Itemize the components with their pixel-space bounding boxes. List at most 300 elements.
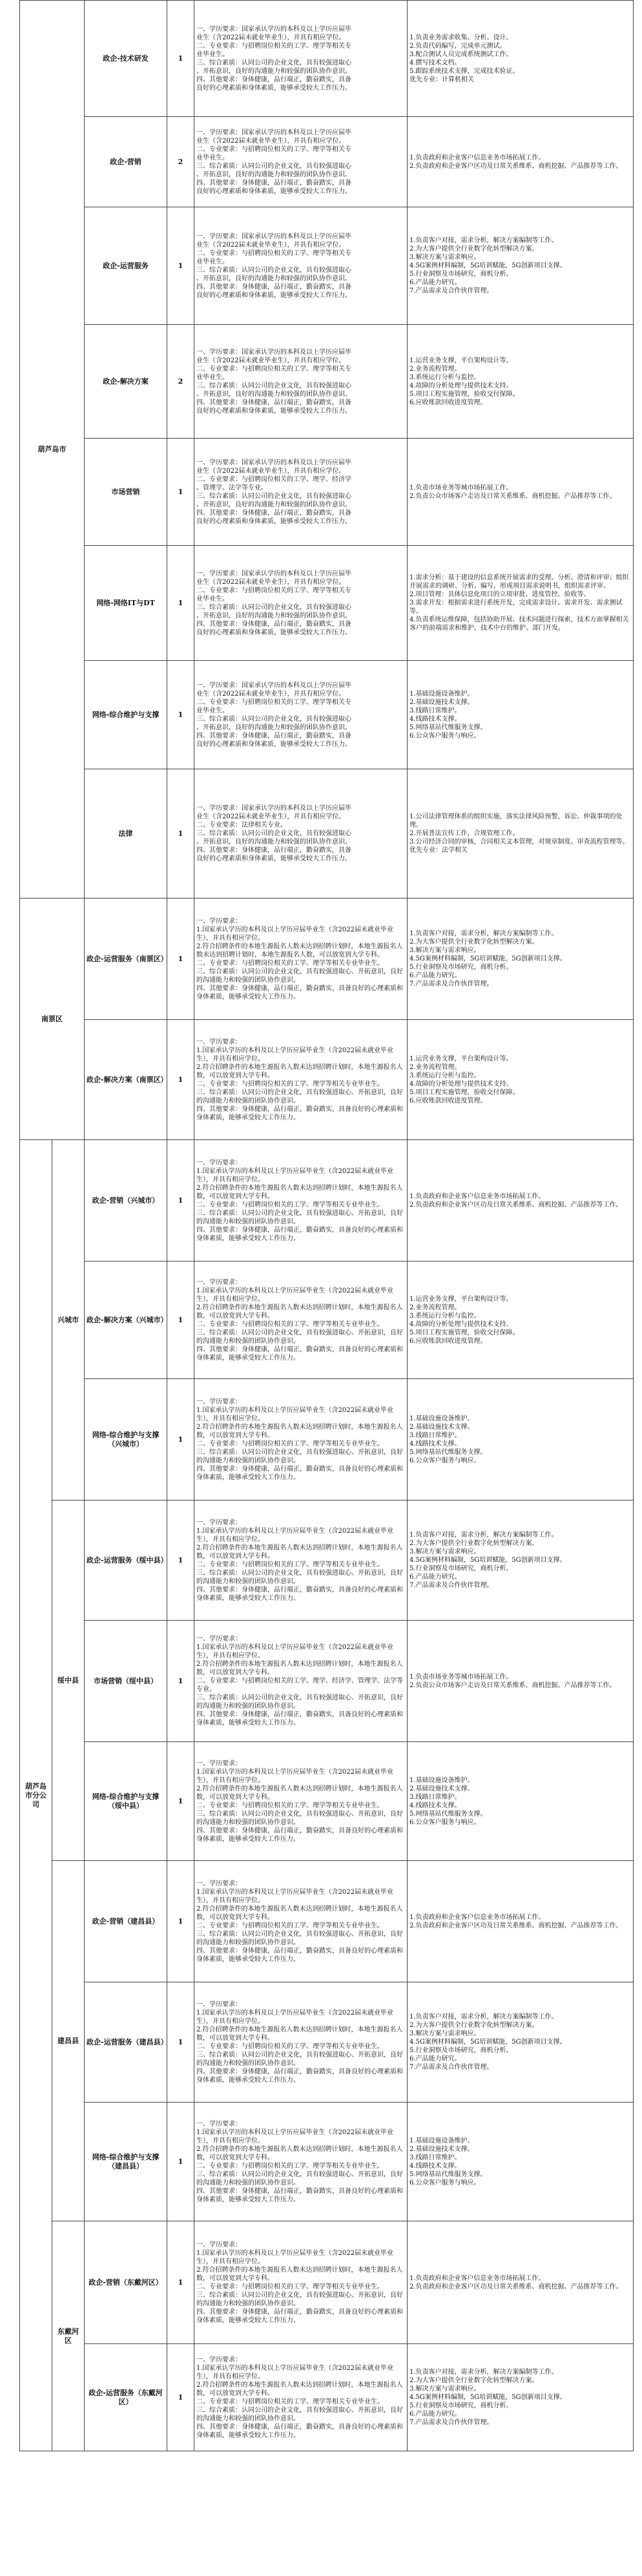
text-line: 2.负责政府和企业客户区功及日常关系维系、商机挖掘、产品推荐等工作。 bbox=[409, 1201, 623, 1209]
text-line: 5.跟踪系统技术支撑，完成技术验证。 bbox=[409, 67, 519, 75]
table-row bbox=[20, 2221, 634, 2344]
text-line: 1.基础设施设备维护。 bbox=[409, 2137, 474, 2145]
text-line: 二、专业要求：与招聘岗位相关的工学、理学等相关专业毕业生。 bbox=[196, 1320, 384, 1328]
text-line: 良好的心理素质和身体素质，能够承受较大工作压力。 bbox=[196, 291, 351, 299]
table-row bbox=[20, 1262, 634, 1379]
headcount-cell: 1 bbox=[167, 769, 194, 898]
text-line: 、开拓意识，良好的沟通能力和较强的团队协作意识。 bbox=[196, 171, 351, 178]
text-line: 三、综合素质：认同公司的企业文化，具有较强进取心 bbox=[196, 492, 351, 500]
text-line: 5.行业洞察及市场研究，商机分析。 bbox=[409, 271, 513, 278]
requirements-cell bbox=[194, 2103, 408, 2221]
text-line: 3.线路日常维护。 bbox=[409, 1793, 461, 1801]
text-line: 3.解决方案与需求响应。 bbox=[409, 254, 481, 261]
text-line: 一、学历要求： bbox=[196, 917, 242, 925]
text-line: 3.系统运行分析与监控。 bbox=[409, 1072, 481, 1079]
text-line: 三、综合素质：认同公司的企业文化，具有较强进取心、开拓意识，良好的沟通能力和较强的团队协作意识。 bbox=[196, 1448, 403, 1464]
position-cell: 网络-综合维护与支撑（建昌县） bbox=[85, 2103, 167, 2221]
text-line: 一、学历要求： bbox=[196, 2000, 242, 2008]
position-cell: 政企-运营服务 bbox=[85, 207, 167, 325]
text-line: 四、其他要求：身体健康，品行端正，勤奋踏实，具备良好的心理素质和身体素质，能够承受较大工作压力。 bbox=[196, 1586, 403, 1602]
position-cell: 网络-综合维护与支撑（兴城市） bbox=[85, 1379, 167, 1501]
text-line: 三、综合素质：认同公司的企业文化，具有较强进取心、开拓意识，良好的沟通能力和较强的团队协作意识。 bbox=[196, 1930, 403, 1946]
text-line: 2.为大客户提供全行业数字化转型解决方案。 bbox=[409, 2022, 539, 2029]
text-line: 7.产品需求及合作伙伴管理。 bbox=[409, 981, 493, 988]
text-line: 1.负责市场业务等城市场拓展工作。 bbox=[409, 1673, 513, 1681]
text-line: 2.为大客户提供全行业数字化转型解决方案。 bbox=[409, 2377, 539, 2384]
text-line: 四、其他要求：身体健康，品行端正，勤奋踏实，具备 bbox=[196, 509, 351, 517]
text-line: 一、学历要求： bbox=[196, 2120, 242, 2128]
text-line: 1.负责政府和企业客户信息业务市场拓展工作。 bbox=[409, 1192, 545, 1200]
text-line: 一、学历要求：国家承认学历的本科及以上学历应届毕 bbox=[196, 805, 351, 812]
duties-cell bbox=[408, 898, 634, 1020]
text-line: 二、专业要求：与招聘岗位相关的工学、理学等相关专 bbox=[196, 365, 351, 373]
text-line: 5.行业洞察及市场研究，商机分析。 bbox=[409, 2402, 513, 2409]
text-line: 一、学历要求： bbox=[196, 1760, 242, 1767]
org-label: 绥中县 bbox=[57, 1676, 79, 1685]
requirements-cell bbox=[194, 898, 408, 1020]
text-line: 、开拓意识，良好的沟通能力和较强的团队协作意识。 bbox=[196, 390, 351, 398]
text-line: 三、综合素质：认同公司的企业文化，具有较强进取心、开拓意识，良好的沟通能力和较强的团队协作意识。 bbox=[196, 2170, 403, 2186]
text-line: 、开拓意识，良好的沟通能力和较强的团队协作意识。 bbox=[196, 723, 351, 731]
text-line: 一、学历要求： bbox=[196, 1278, 242, 1286]
headcount-cell: 1 bbox=[167, 207, 194, 325]
text-line: 1.国家承认学历的本科及以上学历应届毕业生（含2022届未就业毕业生），并具有相应学位。 bbox=[196, 2249, 393, 2265]
text-line: 6.产品能力研究。 bbox=[409, 2411, 461, 2418]
table-row bbox=[20, 1379, 634, 1501]
text-line: 1.负责客户对接，需求分析，解决方案编制等工作。 bbox=[409, 930, 558, 937]
text-line: 1.运营业务支撑，平台架构设计等。 bbox=[409, 357, 513, 364]
text-line: 3.解决方案与需求响应。 bbox=[409, 2385, 481, 2393]
text-line: 5.网络基站代维服务支撑。 bbox=[409, 1448, 487, 1456]
text-line: 四、其他要求：身体健康，品行端正，勤奋踏实，具备 bbox=[196, 732, 351, 740]
text-line: 四、其他要求：身体健康，品行端正，勤奋踏实，具备良好的心理素质和身体素质，能够承受较大工作压力。 bbox=[196, 1827, 403, 1843]
text-line: 四、其他要求：身体健康，品行端正，勤奋踏实，具备 bbox=[196, 179, 351, 187]
text-line: 三、综合素质：认同公司的企业文化，具有较强进取心、开拓意识，良好的沟通能力和较强的团队协作意识。 bbox=[196, 1088, 403, 1105]
position-cell: 政企-解决方案（兴城市） bbox=[85, 1262, 167, 1379]
org-cell bbox=[52, 2221, 85, 2451]
text-line: 1.国家承认学历的本科及以上学历应届毕业生（含2022届未就业毕业生），并具有相应学位。 bbox=[196, 1644, 393, 1659]
requirements-cell bbox=[194, 207, 408, 325]
table-row bbox=[20, 769, 634, 898]
duties-cell bbox=[408, 2221, 634, 2344]
text-line: 6.应收账款回收进度管理。 bbox=[409, 399, 487, 406]
org-cell bbox=[20, 1140, 52, 2451]
position-cell: 政企-营销（建昌县） bbox=[85, 1861, 167, 1982]
recruitment-table-body bbox=[20, 1, 634, 2451]
duties-cell bbox=[408, 1262, 634, 1379]
duties-cell bbox=[408, 439, 634, 546]
text-line: 2.符合招聘条件的本地生源报名人数未达到招聘计划时，本地生源报名人数，可以放宽到大学专科。 bbox=[196, 1905, 403, 1921]
text-line: 4.5G案例材料编制，5G培训赋能，5G创新项目支撑。 bbox=[409, 2039, 566, 2046]
org-label: 东戴河区 bbox=[57, 2327, 79, 2345]
text-line: 3.解决方案与需求响应。 bbox=[409, 947, 481, 954]
text-line: 3.系统运行分析与监控。 bbox=[409, 373, 481, 381]
text-line: 良好的心理素质和身体素质，能够承受较大工作压力。 bbox=[196, 407, 351, 415]
text-line: 业生（含2022届未就业毕业生），并具有相应学位。 bbox=[196, 467, 346, 475]
table-row bbox=[20, 207, 634, 325]
text-line: 7.产品需求及合作伙伴管理。 bbox=[409, 2064, 493, 2071]
text-line: 一、学历要求： bbox=[196, 1398, 242, 1406]
text-line: 1.负责客户对接，需求分析，解决方案编制等工作。 bbox=[409, 2369, 558, 2376]
text-line: 3.线路日常维护。 bbox=[409, 707, 461, 714]
text-line: 三、综合素质：认同公司的企业文化，具有较强进取心、开拓意识，良好的沟通能力和较强的团队协作意识。 bbox=[196, 2406, 403, 2422]
text-line: 三、综合素质：认同公司的企业文化，具有较强进取心 bbox=[196, 830, 351, 837]
text-line: 、开拓意识，良好的沟通能力和较强的团队协作意识。 bbox=[196, 67, 351, 75]
duties-cell bbox=[408, 1020, 634, 1140]
position-cell: 政企-运营服务（东戴河区） bbox=[85, 2344, 167, 2451]
text-line: 四、其他要求：身体健康，品行端正，勤奋踏实，具备良好的心理素质和身体素质，能够承受较大工作压力。 bbox=[196, 1345, 403, 1362]
text-line: 2.负责公众市场客户走访及日常关系维系、商机挖掘、产品推荐等工作。 bbox=[409, 1681, 616, 1689]
text-line: 2.业务流程管理。 bbox=[409, 1063, 461, 1071]
text-line: 1.需求分析：基于建设的信息系统开展需求的受理、分析、澄清和评审；组织开展需求的调研、分析、编写，形成项目需求说明书，组织需求评审。 bbox=[409, 574, 629, 590]
text-line: 四、其他要求：身体健康，品行端正，勤奋踏实，具备良好的心理素质和身体素质，能够承受较大工作压力。 bbox=[196, 984, 403, 1001]
headcount-cell: 1 bbox=[167, 1379, 194, 1501]
text-line: 一、学历要求：国家承认学历的本科及以上学历应届毕 bbox=[196, 25, 351, 33]
requirements-cell bbox=[194, 1501, 408, 1621]
position-cell: 市场营销 bbox=[85, 439, 167, 546]
text-line: 1.国家承认学历的本科及以上学历应届毕业生（含2022届未就业毕业生），并具有相应学位。 bbox=[196, 2009, 393, 2025]
position-cell: 法律 bbox=[85, 769, 167, 898]
text-line: 一、学历要求： bbox=[196, 1519, 242, 1526]
text-line: 业生（含2022届未就业毕业生），并具有相应学位。 bbox=[196, 34, 346, 41]
text-line: 6.应收账款回收进度管理。 bbox=[409, 1097, 487, 1105]
headcount-cell: 1 bbox=[167, 1140, 194, 1262]
text-line: 4.故障的分析处理与提供技术支持。 bbox=[409, 382, 513, 390]
text-line: 2.负责政府和企业客户区功及日常关系维系、商机挖掘、产品推荐等工作。 bbox=[409, 2283, 623, 2290]
text-line: 一、学历要求：国家承认学历的本科及以上学历应届毕 bbox=[196, 129, 351, 136]
text-line: 2.负责公众市场客户走访及日常关系维系、商机挖掘、产品推荐等工作。 bbox=[409, 492, 616, 500]
text-line: 二、专业要求：法律相关专业。 bbox=[196, 822, 287, 829]
duties-cell bbox=[408, 1, 634, 117]
requirements-cell bbox=[194, 2221, 408, 2344]
org-label: 建昌县 bbox=[57, 2036, 79, 2045]
text-line: 6.产品能力研究。 bbox=[409, 1574, 461, 1581]
text-line: 4.线路技术支撑。 bbox=[409, 715, 461, 723]
duties-cell bbox=[408, 1861, 634, 1982]
headcount-cell: 1 bbox=[167, 661, 194, 769]
text-line: 4.线路技术支撑。 bbox=[409, 2162, 461, 2170]
text-line: 业毕业生。 bbox=[196, 154, 229, 161]
text-line: 三、综合素质：认同公司的企业文化，具有较强进取心、开拓意识，良好的沟通能力和较强的团队协作意识。 bbox=[196, 1569, 403, 1585]
headcount-cell: 1 bbox=[167, 2103, 194, 2221]
text-line: 2.基础设施技术支撑。 bbox=[409, 1785, 474, 1792]
text-line: 1.国家承认学历的本科及以上学历应届毕业生（含2022届未就业毕业生），并具有相应学位。 bbox=[196, 1527, 393, 1543]
text-line: 二、专业要求：与招聘岗位相关的工学、理学等相关专业毕业生。 bbox=[196, 2398, 384, 2405]
text-line: 二、专业要求：与招聘岗位相关的工学、理学等相关专业毕业生。 bbox=[196, 1561, 384, 1568]
text-line: 三、综合素质：认同公司的企业文化，具有较强进取心、开拓意识，良好的沟通能力和较强的团队协作意识。 bbox=[196, 1810, 403, 1826]
text-line: 1.负责客户对接，需求分析，解决方案编制等工作。 bbox=[409, 2013, 558, 2020]
headcount-cell: 1 bbox=[167, 1742, 194, 1861]
text-line: 2.符合招聘条件的本地生源报名人数未达到招聘计划时，本地生源报名人数，可以放宽到大学专科。 bbox=[196, 1423, 403, 1439]
text-line: 2.业务流程管理。 bbox=[409, 1304, 461, 1311]
text-line: 7.产品需求及合作伙伴管理。 bbox=[409, 1582, 493, 1589]
headcount-cell: 1 bbox=[167, 546, 194, 661]
text-line: 2.负责政府和企业客户区功及日常关系维系、商机挖掘、产品推荐等工作。 bbox=[409, 162, 623, 170]
text-line: 5.行业洞察及市场研究，商机分析。 bbox=[409, 964, 513, 971]
text-line: 四、其他要求：身体健康，品行端正，勤奋踏实，具备良好的心理素质和身体素质，能够承受较大工作压力。 bbox=[196, 1226, 403, 1242]
text-line: 2.为大客户提供全行业数字化转型解决方案。 bbox=[409, 1540, 539, 1547]
text-line: 1.运营业务支撑，平台架构设计等。 bbox=[409, 1055, 513, 1063]
text-line: 4.5G案例材料编制，5G培训赋能，5G创新项目支撑。 bbox=[409, 955, 566, 962]
text-line: 二、专业要求：与招聘岗位相关的工学、理学等相关专业毕业生。 bbox=[196, 1802, 384, 1809]
text-line: 三、综合素质：认同公司的企业文化，具有较强进取心 bbox=[196, 266, 351, 274]
table-row bbox=[20, 117, 634, 207]
text-line: 、管理学、法学等专业。 bbox=[196, 484, 267, 492]
table-row bbox=[20, 1742, 634, 1861]
requirements-cell bbox=[194, 117, 408, 207]
text-line: 三、综合素质：认同公司的企业文化，具有较强进取心、开拓意识，良好的沟通能力和较强的团队协作意识。 bbox=[196, 1329, 403, 1345]
text-line: 二、专业要求：与招聘岗位相关的工学、理学等相关专 bbox=[196, 698, 351, 706]
text-line: 二、专业要求：与招聘岗位相关的工学、理学、经济学 bbox=[196, 475, 351, 483]
text-line: 5.行业洞察及市场研究，商机分析。 bbox=[409, 2047, 513, 2054]
duties-cell bbox=[408, 1501, 634, 1621]
text-line: 优先专业：计算机相关 bbox=[409, 76, 474, 83]
table-row bbox=[20, 325, 634, 439]
table-row bbox=[20, 1621, 634, 1742]
text-line: 3.线路日常维护。 bbox=[409, 2154, 461, 2161]
position-cell: 网络-综合维护与支撑（绥中县） bbox=[85, 1742, 167, 1861]
text-line: 2.符合招聘条件的本地生源报名人数未达到招聘计划时，本地生源报名人数，可以放宽到大学专科。 bbox=[196, 1785, 403, 1801]
text-line: 三、综合素质：认同公司的企业文化，具有较强进取心 bbox=[196, 715, 351, 723]
text-line: 6.产品能力研究。 bbox=[409, 279, 461, 286]
text-line: 1.国家承认学历的本科及以上学历应届毕业生（含2022届未就业毕业生），并具有相应学位。 bbox=[196, 2128, 393, 2145]
text-line: 四、其他要求：身体健康，品行端正，勤奋踏实，具备 bbox=[196, 76, 351, 83]
headcount-cell: 1 bbox=[167, 1020, 194, 1140]
text-line: 一、学历要求：国家承认学历的本科及以上学历应届毕 bbox=[196, 681, 351, 689]
text-line: 业毕业生。 bbox=[196, 707, 229, 714]
text-line: 2.负责代码编写，完成单元测试。 bbox=[409, 42, 506, 50]
text-line: 一、学历要求： bbox=[196, 2356, 242, 2363]
duties-cell bbox=[408, 1140, 634, 1262]
text-line: 2.符合招聘条件的本地生源报名人数未达到招聘计划时，本地生源报名人数，可以放宽到大学专科。 bbox=[196, 1184, 403, 1200]
duties-cell bbox=[408, 2344, 634, 2451]
text-line: 业生（含2022届未就业毕业生），并具有相应学位。 bbox=[196, 813, 346, 820]
text-line: 二、专业要求：与招聘岗位相关的工学、理学等相关专业毕业生。 bbox=[196, 2042, 384, 2050]
text-line: 二、专业要求：与招聘岗位相关的工学、理学等相关专 bbox=[196, 587, 351, 594]
text-line: 1.国家承认学历的本科及以上学历应届毕业生（含2022届未就业毕业生），并具有相应学位。 bbox=[196, 2364, 393, 2380]
position-cell: 政企-解决方案 bbox=[85, 325, 167, 439]
table-row bbox=[20, 1861, 634, 1982]
headcount-cell: 1 bbox=[167, 1501, 194, 1621]
org-label: 兴城市 bbox=[57, 1315, 79, 1324]
text-line: 、开拓意识，良好的沟通能力和较强的团队协作意识。 bbox=[196, 275, 351, 282]
text-line: 优先专业：法学相关 bbox=[409, 847, 468, 854]
table-row bbox=[20, 1020, 634, 1140]
text-line: 1.国家承认学历的本科及以上学历应届毕业生（含2022届未就业毕业生），并具有相应学位。 bbox=[196, 1287, 393, 1303]
text-line: 二、专业要求：与招聘岗位相关的工学、理学等相关专业毕业生。 bbox=[196, 1922, 384, 1929]
text-line: 3.线路日常维护。 bbox=[409, 1431, 461, 1439]
text-line: 1.国家承认学历的本科及以上学历应届毕业生（含2022届未就业毕业生），并具有相应学位。 bbox=[196, 1888, 393, 1904]
text-line: 2.符合招聘条件的本地生源报名人数未达到招聘计划时，本地生源报名人数，可以放宽到大学专科。 bbox=[196, 2145, 403, 2161]
text-line: 3.解决方案与需求响应。 bbox=[409, 2030, 481, 2037]
recruitment-table bbox=[19, 0, 634, 2451]
text-line: 四、其他要求：身体健康，品行端正，勤奋踏实，具备 bbox=[196, 847, 351, 854]
text-line: 1.负责政府和企业客户信息业务市场拓展工作。 bbox=[409, 154, 545, 161]
text-line: 7.产品需求及合作伙伴管理。 bbox=[409, 2419, 493, 2426]
org-cell bbox=[52, 1501, 85, 1861]
table-row bbox=[20, 546, 634, 661]
text-line: 6.产品能力研究。 bbox=[409, 972, 461, 979]
text-line: 2.业务流程管理。 bbox=[409, 365, 461, 373]
text-line: 2.符合招聘条件的本地生源报名人数未达到招聘计划时，本地生源报名人数，可以放宽到大学专科。 bbox=[196, 2026, 403, 2042]
text-line: 1.国家承认学历的本科及以上学历应届毕业生（含2022届未就业毕业生），并具有相应学位。 bbox=[196, 1167, 393, 1183]
text-line: 一、学历要求：国家承认学历的本科及以上学历应届毕 bbox=[196, 459, 351, 466]
headcount-cell: 2 bbox=[167, 325, 194, 439]
duties-cell bbox=[408, 207, 634, 325]
headcount-cell: 1 bbox=[167, 1262, 194, 1379]
table-row bbox=[20, 1140, 634, 1262]
text-line: 4.5G案例材料编制，5G培训赋能，5G创新项目支撑。 bbox=[409, 1557, 566, 1564]
text-line: 1.国家承认学历的本科及以上学历应届毕业生（含2022届未就业毕业生），并具有相应学位。 bbox=[196, 1406, 393, 1422]
text-line: 4.线路技术支撑。 bbox=[409, 1802, 461, 1809]
org-label: 葫芦岛市分公司 bbox=[25, 1781, 47, 1809]
text-line: 4.5G案例材料编制，5G培训赋能，5G创新项目支撑。 bbox=[409, 2394, 566, 2401]
text-line: 6.公众客户服务与响应。 bbox=[409, 2179, 481, 2186]
requirements-cell bbox=[194, 546, 408, 661]
text-line: 6.公众客户服务与响应。 bbox=[409, 1818, 481, 1826]
requirements-cell bbox=[194, 1262, 408, 1379]
duties-cell bbox=[408, 325, 634, 439]
text-line: 四、其他要求：身体健康，品行端正，勤奋踏实，具备良好的心理素质和身体素质，能够承受较大工作压力。 bbox=[196, 2308, 403, 2324]
text-line: 4.5G案例材料编制，5G培训赋能，5G创新项目支撑。 bbox=[409, 262, 566, 269]
text-line: 1.负责业务需求收集、分析、设计。 bbox=[409, 34, 513, 41]
text-line: 1.基础设施设备维护。 bbox=[409, 690, 474, 698]
position-cell: 政企-营销 bbox=[85, 117, 167, 207]
text-line: 四、其他要求：身体健康，品行端正，勤奋踏实，具备 bbox=[196, 283, 351, 291]
requirements-cell bbox=[194, 1621, 408, 1742]
text-line: 1.负责客户对接，需求分析，解决方案编制等工作。 bbox=[409, 237, 558, 244]
text-line: 3.公司经济合同的审核，合同相关文本管理，对规章制度、审查流程管理等。 bbox=[409, 838, 629, 846]
text-line: 2.符合招聘条件的本地生源报名人数未达到招聘计划时，本地生源报名人数未达到招聘计划时，本地生源报名人数，可以放宽到大学专科。 bbox=[196, 942, 403, 959]
text-line: 四、其他要求：身体健康，品行端正，勤奋踏实，具备良好的心理素质和身体素质，能够承受较大工作压力。 bbox=[196, 2068, 403, 2084]
position-cell: 政企-解决方案（南票区） bbox=[85, 1020, 167, 1140]
text-line: 四、其他要求：身体健康，品行端正，勤奋踏实，具备良好的心理素质和身体素质，能够承受较大工作压力。 bbox=[196, 1465, 403, 1481]
table-row bbox=[20, 898, 634, 1020]
text-line: 5.网络基站代维服务支撑。 bbox=[409, 2170, 487, 2178]
requirements-cell bbox=[194, 325, 408, 439]
requirements-cell bbox=[194, 1742, 408, 1861]
text-line: 四、其他要求：身体健康，品行端正，勤奋踏实，具备良好的心理素质和身体素质，能够承受较大工作压力。 bbox=[196, 1105, 403, 1121]
text-line: 1.运营业务支撑，平台架构设计等。 bbox=[409, 1295, 513, 1303]
org-cell bbox=[52, 1861, 85, 2221]
headcount-cell: 1 bbox=[167, 1621, 194, 1742]
text-line: 三、综合素质：认同公司的企业文化，具有较强进取心、开拓意识，良好的沟通能力和较强的团队协作意识。 bbox=[196, 1209, 403, 1225]
text-line: 6.公众客户服务与响应。 bbox=[409, 732, 481, 740]
text-line: 5.行业洞察及市场研究，商机分析。 bbox=[409, 1565, 513, 1572]
org-label: 南票区 bbox=[41, 1014, 63, 1023]
position-cell: 政企-运营服务（南票区） bbox=[85, 898, 167, 1020]
text-line: 四、其他要求：身体健康，品行端正，勤奋踏实，具备良好的心理素质和身体素质，能够承受较大工作压力。 bbox=[196, 1711, 403, 1727]
text-line: 3.需求开发：根据需求进行系统开发，完成需求设计、需求开发、需求测试等。 bbox=[409, 599, 623, 615]
text-line: 6.应收账款回收进度管理。 bbox=[409, 1337, 487, 1345]
text-line: 3.配合测试人员完成系统测试工作。 bbox=[409, 50, 513, 58]
text-line: 3.解决方案与需求响应。 bbox=[409, 1548, 481, 1555]
text-line: 1.负责客户对接，需求分析，解决方案编制等工作。 bbox=[409, 1532, 558, 1539]
text-line: 三、综合素质：认同公司的企业文化，具有较强进取心 bbox=[196, 59, 351, 67]
text-line: 业毕业生。 bbox=[196, 50, 229, 58]
text-line: 2.负责政府和企业客户区功及日常关系维系、商机挖掘、产品推荐等工作。 bbox=[409, 1922, 623, 1929]
text-line: 1.负责政府和企业客户信息业务市场拓展工作。 bbox=[409, 2274, 545, 2282]
text-line: 2.符合招聘条件的本地生源报名人数未达到招聘计划时，本地生源报名人数，可以放宽到大学专科。 bbox=[196, 1063, 403, 1079]
text-line: 业生（含2022届未就业毕业生），并具有相应学位。 bbox=[196, 578, 346, 586]
text-line: 1.国家承认学历的本科及以上学历应届毕业生（含2022届未就业毕业生），并具有相应学位。 bbox=[196, 1046, 393, 1063]
text-line: 4.撰写技术文档。 bbox=[409, 59, 461, 67]
text-line: 二、专业要求：与招聘岗位相关的工学、理学等相关专业毕业生。 bbox=[196, 1080, 384, 1088]
table-row bbox=[20, 1501, 634, 1621]
position-cell: 政企-运营服务（绥中县） bbox=[85, 1501, 167, 1621]
org-label: 葫芦岛市 bbox=[37, 444, 67, 453]
text-line: 一、学历要求： bbox=[196, 1038, 242, 1046]
text-line: 5.项目工程实施管理，验收交付保障。 bbox=[409, 1088, 519, 1096]
duties-cell bbox=[408, 769, 634, 898]
text-line: 7.产品需求及合作伙伴管理。 bbox=[409, 287, 493, 295]
text-line: 业生（含2022届未就业毕业生），并具有相应学位。 bbox=[196, 690, 346, 698]
text-line: 、开拓意识，良好的沟通能力和较强的团队协作意识。 bbox=[196, 501, 351, 508]
headcount-cell: 1 bbox=[167, 1982, 194, 2103]
requirements-cell bbox=[194, 1861, 408, 1982]
headcount-cell: 2 bbox=[167, 117, 194, 207]
duties-cell bbox=[408, 117, 634, 207]
text-line: 四、其他要求：身体健康，品行端正，勤奋踏实，具备良好的心理素质和身体素质，能够承受较大工作压力。 bbox=[196, 2423, 403, 2439]
headcount-cell: 1 bbox=[167, 2221, 194, 2344]
text-line: 良好的心理素质和身体素质，能够承受较大工作压力。 bbox=[196, 740, 351, 748]
text-line: 一、学历要求： bbox=[196, 1636, 242, 1643]
text-line: 2.符合招聘条件的本地生源报名人数未达到招聘计划时，本地生源报名人数，可以放宽到大学专科。 bbox=[196, 2266, 403, 2282]
text-line: 4.故障的分析处理与提供技术支持。 bbox=[409, 1080, 513, 1088]
text-line: 1.公司法律管理体系的组织实施，落实法律风险预警，诉讼、仲裁事项的处理。 bbox=[409, 813, 623, 829]
text-line: 1.国家承认学历的本科及以上学历应届毕业生（含2022届未就业毕业生），并具有相应学位。 bbox=[196, 1768, 393, 1784]
position-cell: 政企-营销（兴城市） bbox=[85, 1140, 167, 1262]
requirements-cell bbox=[194, 1379, 408, 1501]
text-line: 1.基础设施设备维护。 bbox=[409, 1776, 474, 1784]
text-line: 3.系统运行分析与监控。 bbox=[409, 1312, 481, 1320]
requirements-cell bbox=[194, 1020, 408, 1140]
position-cell: 网络-网络IT与DT bbox=[85, 546, 167, 661]
text-line: 二、专业要求：与招聘岗位相关的工学、理学等相关专业毕业生。 bbox=[196, 1201, 384, 1209]
text-line: 三、综合素质：认同公司的企业文化，具有较强进取心、开拓意识，良好的沟通能力和较强的团队协作意识。 bbox=[196, 2291, 403, 2307]
requirements-cell bbox=[194, 439, 408, 546]
text-line: 5.网络基站代维服务支撑。 bbox=[409, 723, 487, 731]
text-line: 2.为大客户提供全行业数字化转型解决方案。 bbox=[409, 245, 539, 253]
requirements-cell bbox=[194, 1140, 408, 1262]
table-row bbox=[20, 2103, 634, 2221]
text-line: 良好的心理素质和身体素质，能够承受较大工作压力。 bbox=[196, 855, 351, 862]
text-line: 二、专业要求：与招聘岗位相关的工学、理学等相关专 bbox=[196, 249, 351, 257]
headcount-cell: 1 bbox=[167, 898, 194, 1020]
text-line: 2.符合招聘条件的本地生源报名人数未达到招聘计划时，本地生源报名人数，可以放宽到大学专科。 bbox=[196, 1544, 403, 1560]
headcount-cell: 1 bbox=[167, 1, 194, 117]
text-line: 四、其他要求：身体健康，品行端正，勤奋踏实，具备良好的心理素质和身体素质，能够承受较大工作压力。 bbox=[196, 1947, 403, 1963]
text-line: 二、专业要求：与招聘岗位相关的工学、理学等相关专业毕业生。 bbox=[196, 1440, 384, 1448]
headcount-cell: 1 bbox=[167, 439, 194, 546]
duties-cell bbox=[408, 1742, 634, 1861]
text-line: 6.产品能力研究。 bbox=[409, 2055, 461, 2062]
text-line: 二、专业要求：与招聘岗位相关的工学、理学、经济学、管理学、法学等专业。 bbox=[196, 1678, 403, 1693]
text-line: 2.基础设施技术支撑。 bbox=[409, 2145, 474, 2153]
text-line: 5.项目工程实施管理，验收交付保障。 bbox=[409, 1329, 519, 1336]
text-line: 2.符合招聘条件的本地生源报名人数未达到招聘计划时，本地生源报名人数，可以放宽到大学专科。 bbox=[196, 2381, 403, 2397]
requirements-cell bbox=[194, 1, 408, 117]
text-line: 良好的心理素质和身体素质，能够承受较大工作压力。 bbox=[196, 517, 351, 525]
text-line: 二、专业要求：与招聘岗位相关的工学、理学等相关专业毕业生。 bbox=[196, 2283, 384, 2290]
text-line: 一、学历要求：国家承认学历的本科及以上学历应届毕 bbox=[196, 233, 351, 240]
text-line: 业生（含2022届未就业毕业生），并具有相应学位。 bbox=[196, 357, 346, 364]
org-cell bbox=[20, 1, 85, 898]
text-line: 二、专业要求：与招聘岗位相关的工学、理学等相关专 bbox=[196, 42, 351, 50]
text-line: 三、综合素质：认同公司的企业文化，具有较强进取心 bbox=[196, 162, 351, 170]
text-line: 四、其他要求：身体健康，品行端正，勤奋踏实，具备 bbox=[196, 620, 351, 628]
table-row bbox=[20, 2344, 634, 2451]
